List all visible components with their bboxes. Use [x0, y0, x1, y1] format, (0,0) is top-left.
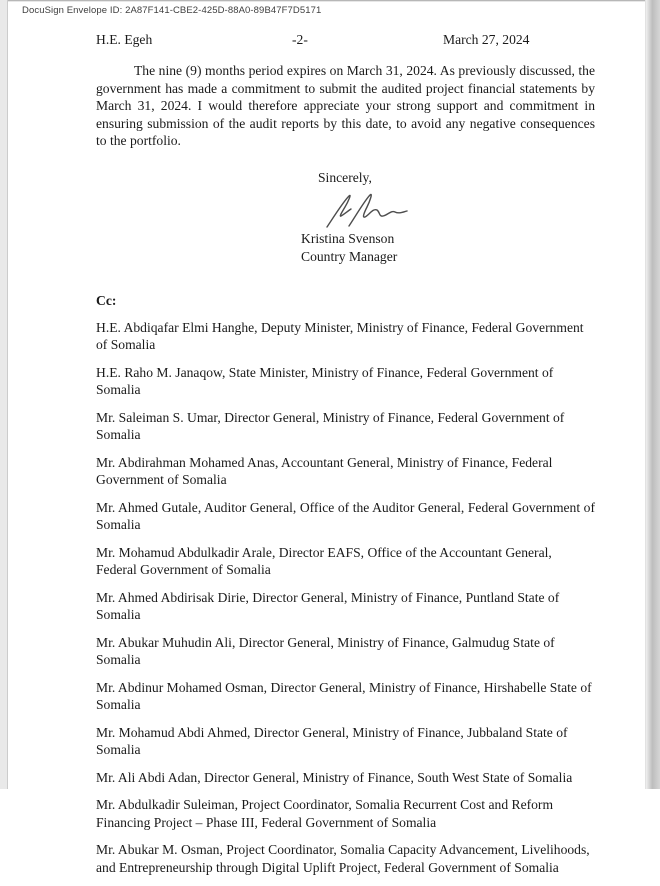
cc-item: Mr. Ahmed Gutale, Auditor General, Office of the Auditor General, Federal Government of Somalia: [96, 499, 595, 532]
letter-body-paragraph: The nine (9) months period expires on March 31, 2024. As previously discussed, the government has made a commitment to submit the audited project financial statements by March 31, 2024. I would therefore appreciate your strong support and commitment in ensuring submission of the audit reports by this date, to avoid any negative consequences to the portfolio.: [96, 63, 595, 148]
closing-salutation: Sincerely,: [318, 169, 372, 185]
cc-item: Mr. Abdulkadir Suleiman, Project Coordinator, Somalia Recurrent Cost and Reform Financing Project – Phase III, Federal Government of Somalia: [96, 797, 554, 830]
signer-title: Country Manager: [301, 248, 398, 264]
cc-item: H.E. Raho M. Janaqow, State Minister, Ministry of Finance, Federal Government of Somalia: [96, 364, 554, 397]
cc-item: Mr. Ali Abdi Adan, Director General, Ministry of Finance, South West State of Somalia: [96, 769, 573, 785]
header-addressee: H.E. Egeh: [96, 32, 153, 47]
docusign-envelope-id: DocuSign Envelope ID: 2A87F141-CBE2-425D-88A0-89B47F7D5171: [22, 5, 322, 16]
cc-list: [96, 319, 595, 877]
handwritten-signature-image: [320, 191, 412, 229]
header-date: March 27, 2024: [443, 32, 530, 47]
page-top-edge: [0, 0, 660, 2]
cc-item: Mr. Saleiman S. Umar, Director General, Ministry of Finance, Federal Government of Somalia: [96, 409, 565, 442]
letter-header: [96, 31, 595, 48]
cc-item: Mr. Abdirahman Mohamed Anas, Accountant General, Ministry of Finance, Federal Government of Somalia: [96, 454, 553, 487]
cc-item: Mr. Abukar Muhudin Ali, Director General, Ministry of Finance, Galmudug State of Somalia: [96, 634, 555, 667]
signer-name: Kristina Svenson: [301, 231, 395, 246]
cc-item: Mr. Abukar M. Osman, Project Coordinator, Somalia Capacity Advancement, Livelihoods, and Entrepreneurship through Digital Uplift Project, Federal Government of Somalia: [96, 842, 590, 875]
cc-item: Mr. Ahmed Abdirisak Dirie, Director General, Ministry of Finance, Puntland State of Somalia: [96, 589, 560, 622]
cc-item: H.E. Abdiqafar Elmi Hanghe, Deputy Minister, Ministry of Finance, Federal Government of Somalia: [96, 319, 584, 352]
scroll-edge-strip: [645, 0, 660, 789]
cc-item: Mr. Mohamud Abdi Ahmed, Director General, Ministry of Finance, Jubbaland State of Somalia: [96, 724, 568, 757]
cc-item: Mr. Mohamud Abdulkadir Arale, Director EAFS, Office of the Accountant General, Federal Government of Somalia: [96, 544, 552, 577]
cc-item: Mr. Abdinur Mohamed Osman, Director General, Ministry of Finance, Hirshabelle State of Somalia: [96, 679, 592, 712]
page-left-margin-strip: [0, 0, 8, 789]
cc-label: Cc:: [96, 293, 117, 308]
letter-page: [96, 31, 595, 886]
header-page-number: -2-: [292, 32, 308, 47]
